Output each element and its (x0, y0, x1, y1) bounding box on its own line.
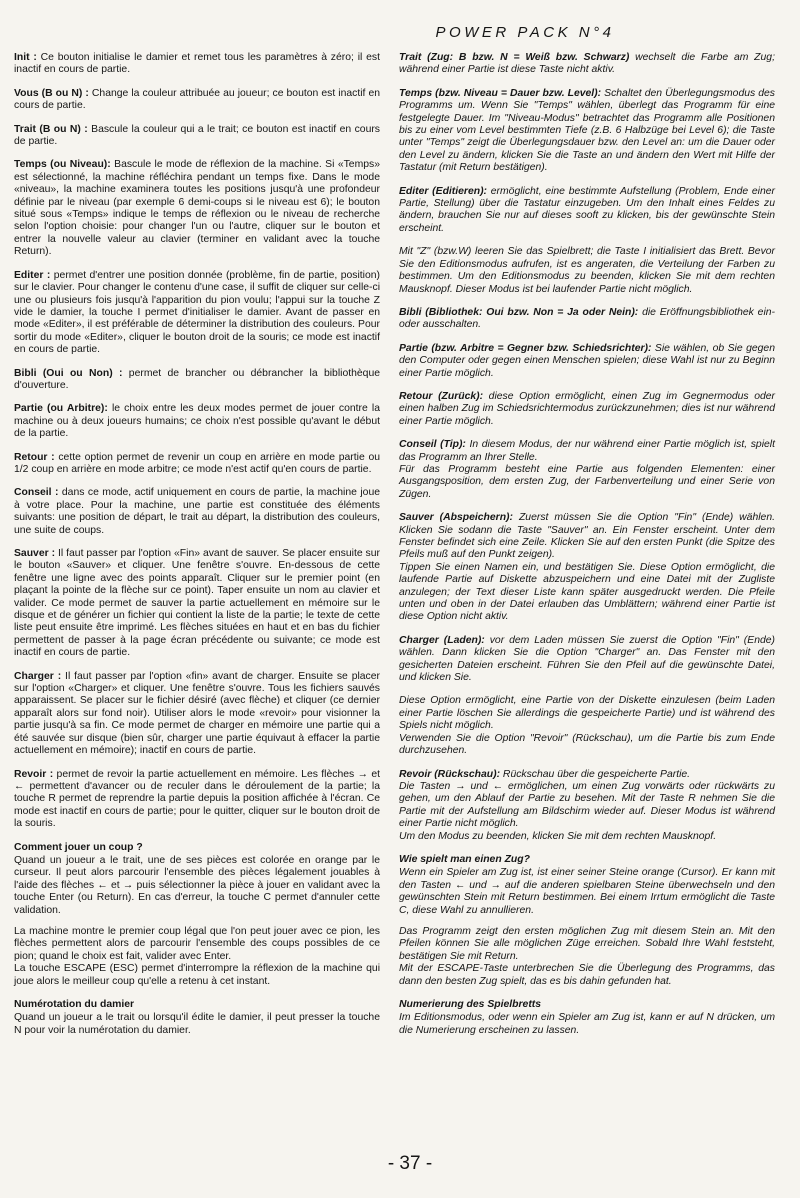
paragraph: Wenn ein Spieler am Zug ist, ist einer seiner Steine orange (Cursor). Er kann mit den Tasten ← und → auf die anderen spielbaren Steine überwechseln und den gewünschten Stein mit Return bestimmen. Bei einem Irrtum ermöglicht die Taste C, diese Wahl zu annullieren. (399, 867, 775, 916)
term: Partie (ou Arbitre): (14, 403, 108, 415)
section-heading: Numerierung des Spielbretts (399, 999, 542, 1010)
paragraph: Das Programm zeigt den ersten möglichen Zug mit diesem Stein an. Mit den Pfeilen können Sie alle möglichen Züge erreichen. Sobald Ihre Wahl feststeht, bestätigen Sie mit Return. (399, 925, 775, 962)
term: Temps (ou Niveau): (14, 159, 111, 171)
paragraph: Verwenden Sie die Option "Revoir" (Rückschau), um die Partie bis zum Ende durchzusehen. (399, 732, 775, 757)
paragraph: Diese Option ermöglicht, eine Partie von der Diskette einzulesen (beim Laden einer Partie löschen Sie allerdings die gespeicherte Partie) und ist während des Spiels nicht möglich. (399, 695, 775, 732)
description: Il faut passer par l'option «fin» avant de charger. Ensuite se placer sur l'option «Charger» et cliquer. Une fenêtre s'ouvre. Tous les fichiers sauvés apparaissent. Se placer sur le fichier désiré (avec flèche) et cliquer (ce dernier apparaît alors sur fond noir). Utiliser alors le mode «revoir» pour visionner la partie jusqu'à sa fin. Ce mode permet de charger en mémoire une partie qui a été sauvée sur disque (bien sûr, charger une partie équivaut à effacer la partie actuellement en mémoire); inactif en cours de partie. (14, 670, 380, 757)
description: ermöglicht, eine bestimmte Aufstellung (Problem, Ende einer Partie, Stellung) über die Tastatur einzugeben. Um den Inhalt eines Feldes zu ändern, brauchen Sie nur auf dieses sooft zu klicken, bis der gewünschte Stein erscheint. (399, 185, 775, 234)
term: Trait (B ou N) : (14, 123, 88, 135)
term: Revoir (Rückschau): (399, 768, 501, 780)
description: Rückschau über die gespeicherte Partie. (500, 768, 691, 780)
description: le choix entre les deux modes permet de jouer contre la machine ou à deux joueurs humains; ce choix n'est possible qu'avant le début de la partie. (14, 403, 380, 440)
paragraph: Tippen Sie einen Namen ein, und bestätigen Sie. Diese Option ermöglicht, die laufende Partie auf Diskette abzuspeichern und eine Datei mit der Zugliste anzulegen; der Text dieser Liste kann später ausgedruckt werden. Die Pfeile unten und oben in der Datei erlauben das Umblättern; während einer Partie ist diese Option nicht aktiv. (399, 561, 775, 623)
section-conseil (14, 487, 380, 537)
description: permet d'entrer une position donnée (problème, fin de partie, position) sur le clavier. Pour changer le contenu d'une case, il suffit de cliquer sur celle-ci une ou plusieurs fois jusqu'à l'apparition du pion voulu; l'appui sur la touche Z vide le damier, la touche I permet d'initialiser le damier. Avant de passer en mode «Editer», il est préférable de déterminer la distribution des couleurs. Pour sortir du mode «Editer», cliquer le bouton droit de la souris; ce mode est inactif en cours de partie. (14, 269, 380, 356)
page-title: POWER PACK N°4 (435, 24, 615, 41)
section-trait (14, 124, 380, 149)
paragraph: Mit "Z" (bzw.W) leeren Sie das Spielbrett; die Taste I initialisiert das Brett. Bevor Sie den Editionsmodus aufrufen, ist es angeraten, die Verteilung der Farben zu bestimmen. Um den Editionsmodus zu beenden, klicken Sie mit dem rechten Mausknopf. Dieser Modus ist bei laufender Partie nicht möglich. (399, 246, 775, 295)
term: Editer (Editieren): (399, 185, 488, 197)
description: cette option permet de revenir un coup en arrière en mode partie ou 1/2 coup en arrière en mode arbitre; ce mode n'est actif qu'en cours de partie. (14, 451, 380, 475)
description: Schaltet den Überlegungsmodus des Programms um. Wenn Sie "Temps" wählen, überlegt das Programm für eine festgelegte Dauer. Im "Niveau-Modus" betrachtet das Programm alle Positionen bis zu einer vom Level bestimmten Tiefe (z.B. 6 Halbzüge bei Level 6); die Taste unter "Temps" zeigt die Überlegungsdauer bzw. den Level an: um die Dauer oder den Level zu ändern, klicken Sie die Taste an und ändern den Wert mit Hilfe der Tastatur (mit Return bestätigen). (399, 87, 775, 174)
description: Ce bouton initialise le damier et remet tous les paramètres à zéro; il est inactif en cours de partie. (14, 52, 380, 76)
paragraph: La touche ESCAPE (ESC) permet d'interrompre la réflexion de la machine qui joue alors le meilleur coup qu'elle a retenu à cet instant. (14, 963, 380, 987)
section-editer (399, 186, 775, 296)
term: Vous (B ou N) : (14, 87, 89, 99)
term: Charger : (14, 670, 62, 682)
section-bibli (14, 368, 380, 393)
section-heading: Numérotation du damier (14, 999, 135, 1010)
section-sauver (14, 548, 380, 660)
paragraph: Um den Modus zu beenden, klicken Sie mit dem rechten Mausknopf. (399, 830, 717, 842)
paragraph: Mit der ESCAPE-Taste unterbrechen Sie die Überlegung des Programms, das dann den besten Zug spielt, das es bis dahin gefunden hat. (399, 963, 775, 987)
section-temps (399, 88, 775, 175)
term: Retour : (14, 451, 55, 463)
section-charger (14, 671, 380, 758)
paragraph: Für das Programm besteht eine Partie aus folgenden Elementen: einer Ausgangsposition, dem ersten Zug, der Farbenverteilung und einer Serie von Zügen. (399, 463, 775, 500)
term: Trait (Zug: B bzw. N = Weiß bzw. Schwarz) (399, 52, 630, 63)
description: permet de brancher ou débrancher la bibliothèque d'ouverture. (14, 367, 380, 391)
section-retour (14, 452, 380, 477)
term: Bibli (Bibliothek: Oui bzw. Non = Ja oder Nein): (399, 306, 639, 318)
section-bibli (399, 307, 775, 332)
section-editer (14, 270, 380, 357)
description: Bascule la couleur qui a le trait; ce bouton est inactif en cours de partie. (14, 123, 380, 148)
section-init (14, 52, 380, 77)
page-header (0, 24, 800, 50)
term: Sauver (Abspeichern): (399, 512, 513, 524)
description: Sie wählen, ob Sie gegen den Computer oder gegen einen Menschen spielen; diese Wahl ist nur zu Beginn einer Partie möglich. (399, 342, 775, 379)
description: Il faut passer par l'option «Fin» avant de sauver. Se placer ensuite sur le bouton «Sauver» et cliquer. Une fenêtre s'ouvre. En-dessous de cette fenêtre une ligne avec des points apparaît. Cliquer sur le premier point (en plaçant la pointe de la flèche sur ce point). Taper ensuite un nom au clavier et valider. Ce mode permet de sauver la partie actuellement en mémoire sur le disque et de générer un fichier qui contient la liste de la partie; le texte de cette liste peut ensuite être imprimé. Les flèches situées en haut et en bas du fichier permettent de passer à la page écran précédente ou suivante; ce mode est inactif en cours de partie. (14, 548, 380, 659)
section-sauver (399, 512, 775, 624)
section-partie (399, 343, 775, 380)
section-wie-spielt (399, 854, 775, 988)
section-trait (399, 52, 775, 77)
section-heading: Comment jouer un coup ? (14, 841, 143, 853)
description: diese Option ermöglicht, einen Zug im Gegnermodus oder einen halben Zug im Schiedsrichtermodus zurückzunehmen; dies ist nur während einer Partie möglich. (399, 390, 775, 427)
term: Sauver : (14, 548, 56, 559)
section-numerotation (14, 999, 380, 1037)
section-retour (399, 391, 775, 428)
section-partie (14, 403, 380, 440)
term: Bibli (Oui ou Non) : (14, 367, 123, 379)
section-comment-jouer (14, 842, 380, 988)
section-revoir (399, 769, 775, 843)
description: Change la couleur attribuée au joueur; ce bouton est inactif en cours de partie. (14, 87, 380, 112)
term: Revoir : (14, 768, 54, 780)
term: Retour (Zurück): (399, 390, 484, 402)
description: In diesem Modus, der nur während einer Partie möglich ist, spielt das Programm an Ihrer Stelle. (399, 439, 775, 463)
paragraph: Quand un joueur a le trait, une de ses pièces est colorée en orange par le curseur. Il peut alors parcourir l'ensemble des pièces légalement jouables à l'aide des flèches ← et → puis sélectionner la pièce à jouer en validant avec la touche Enter (ou Return). En cas d'erreur, la touche C permet d'annuler cette validation. (14, 854, 380, 916)
section-numerierung (399, 999, 775, 1037)
description: permet de revoir la partie actuellement en mémoire. Les flèches → et ← permettent d'avancer ou de reculer dans le déroulement de la partie; la touche R permet de reprendre la partie depuis la position affichée à l'écran. Ce mode est inactif en cours de partie; pour le quitter, cliquer sur le bouton droit de la souris. (14, 768, 381, 830)
german-column (399, 52, 775, 1048)
description: dans ce mode, actif uniquement en cours de partie, la machine joue à votre place. Pour la machine, une partie est constituée des éléments suivants: une position de départ, le trait au départ, la distribution des couleurs, une suite de coups. (14, 487, 380, 536)
paragraph: Die Tasten → und ← ermöglichen, um einen Zug vorwärts oder rückwärts zu gehen, um den Ablauf der Partie zu besehen. Mit der Taste R nehmen Sie die Partie mit der Aufstellung am Bildschirm wieder auf. Dieser Modus ist während einer Partie nicht möglich. (399, 780, 775, 830)
section-charger (399, 635, 775, 758)
term: Temps (bzw. Niveau = Dauer bzw. Level): (399, 87, 602, 99)
term: Editer : (14, 269, 51, 281)
paragraph: La machine montre le premier coup légal que l'on peut jouer avec ce pion, les flèches permettent alors de parcourir l'ensemble des coups possibles de ce pion; quand le choix est fait, valider avec Enter. (14, 925, 380, 962)
section-heading: Wie spielt man einen Zug? (399, 853, 530, 865)
term: Partie (bzw. Arbitre = Gegner bzw. Schiedsrichter): (399, 342, 652, 354)
term: Conseil : (14, 487, 59, 499)
section-conseil (399, 439, 775, 501)
description: Zuerst müssen Sie die Option "Fin" (Ende) wählen. Klicken Sie sodann die Taste "Sauver" an. Ein Fenster erscheint. Unter dem Fenster befindet sich eine Zeile. Klicken Sie auf den ersten Punkt (die Spitze des Pfeils muß auf den Punkt zeigen). (399, 512, 775, 561)
term: Init : (14, 52, 37, 63)
section-temps (14, 159, 380, 258)
term: Conseil (Tip): (399, 439, 466, 451)
section-revoir (14, 769, 380, 831)
paragraph: Im Editionsmodus, oder wenn ein Spieler am Zug ist, kann er auf N drücken, um die Numerierung erscheinen zu lassen. (399, 1012, 775, 1036)
description: die Eröffnungsbibliothek ein- oder ausschalten. (399, 306, 776, 331)
page-number: - 37 - (387, 1153, 433, 1174)
section-vous (14, 88, 380, 113)
description: Bascule le mode de réflexion de la machine. Si «Temps» est sélectionné, la machine réfléchira pendant un temps fixe. Dans le mode «niveau», la machine examinera toutes les positions jusqu'à une profondeur définie par le niveau (par exemple 6 demi-coups si le niveau est 6); le bouton situé sous «Temps» indique le temps de réflexion ou le niveau de recherche selon l'option choisie: pour changer l'un ou l'autre, cliquer sur le bouton et entrer la nouvelle valeur au clavier (terminer en validant avec la touche Return). (14, 159, 380, 258)
description: wechselt die Farbe am Zug; während einer Partie ist diese Taste nicht aktiv. (399, 52, 775, 76)
french-column (14, 52, 380, 1048)
page-footer (0, 1153, 800, 1175)
description: vor dem Laden müssen Sie zuerst die Option "Fin" (Ende) wählen. Dann klicken Sie die Option "Charger" an. Das Fenster mit den gesicherten Dateien erscheint. Führen Sie den Pfeil auf die gewünschte Datei, und klicken Sie. (399, 634, 775, 684)
paragraph: Quand un joueur a le trait ou lorsqu'il édite le damier, il peut presser la touche N pour voir la numérotation du damier. (14, 1012, 380, 1036)
term: Charger (Laden): (399, 634, 485, 646)
